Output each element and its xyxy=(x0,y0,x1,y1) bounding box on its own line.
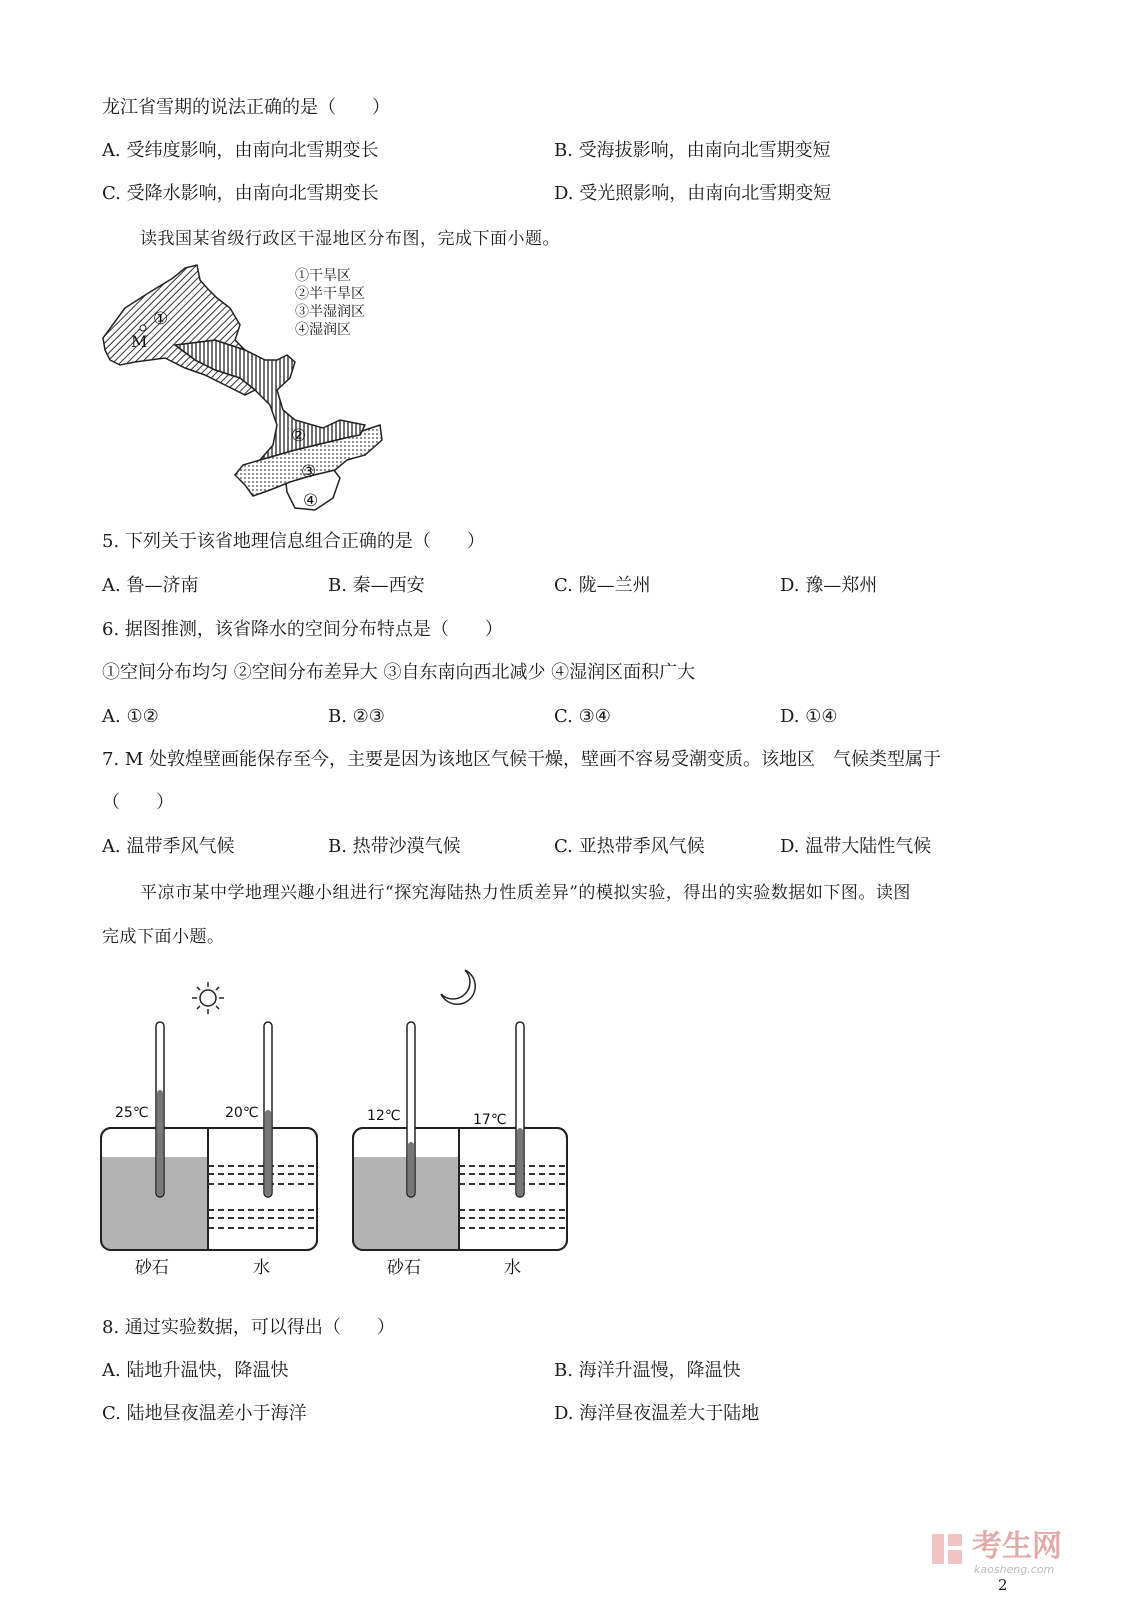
q6-option-d: D. ①④ xyxy=(780,706,838,727)
day-sand-temp: 25℃ xyxy=(115,1105,149,1121)
legend-3: ③半湿润区 xyxy=(295,304,365,320)
day-water-label: 水 xyxy=(253,1258,270,1278)
q8-option-d: D. 海洋昼夜温差大于陆地 xyxy=(554,1403,760,1424)
q5-option-a: A. 鲁—济南 xyxy=(102,575,199,596)
night-tanks xyxy=(353,1022,567,1278)
watermark-url: kaosheng.com xyxy=(974,1563,1055,1576)
q4-option-d: D. 受光照影响，由南向北雪期变短 xyxy=(554,183,832,204)
page-number: 2 xyxy=(998,1576,1008,1594)
q6-items: ①空间分布均匀 ②空间分布差异大 ③自东南向西北减少 ④湿润区面积广大 xyxy=(102,662,696,683)
q5-option-d: D. 豫—郑州 xyxy=(780,575,878,596)
moon-icon xyxy=(441,970,475,1004)
q7-stem: 7. M 处敦煌壁画能保存至今，主要是因为该地区气候干燥，壁画不容易受潮变质。该地区 气候类型属于 xyxy=(102,749,942,770)
q6-option-a: A. ①② xyxy=(102,706,159,727)
night-water-label: 水 xyxy=(504,1258,521,1278)
watermark-logo-icon xyxy=(930,1532,964,1566)
q4-option-b: B. 受海拔影响，由南向北雪期变短 xyxy=(554,140,831,161)
q7-paren: （ ） xyxy=(102,792,174,813)
zone-arid xyxy=(103,265,255,395)
day-tanks xyxy=(101,1022,317,1278)
point-m xyxy=(140,325,146,331)
map-intro: 读我国某省级行政区干湿地区分布图，完成下面小题。 xyxy=(140,229,560,249)
q8-option-b: B. 海洋升温慢，降温快 xyxy=(554,1360,741,1381)
watermark-brand: 考生网 xyxy=(972,1529,1062,1564)
day-water-temp: 20℃ xyxy=(225,1105,259,1121)
q6-option-c: C. ③④ xyxy=(554,706,611,727)
q7-option-c: C. 亚热带季风气候 xyxy=(554,836,705,857)
q8-stem: 8. 通过实验数据，可以得出（ ） xyxy=(102,1317,395,1338)
watermark xyxy=(930,1530,1100,1580)
q5-option-c: C. 陇—兰州 xyxy=(554,575,651,596)
legend-2: ②半干旱区 xyxy=(295,286,365,302)
experiment-intro-line2: 完成下面小题。 xyxy=(102,927,225,947)
q4-option-c: C. 受降水影响，由南向北雪期变长 xyxy=(102,183,379,204)
legend-4: ④湿润区 xyxy=(295,322,351,338)
q5-option-b: B. 秦—西安 xyxy=(328,575,425,596)
night-sand-label: 砂石 xyxy=(387,1258,421,1278)
q8-option-c: C. 陆地昼夜温差小于海洋 xyxy=(102,1403,307,1424)
q7-option-b: B. 热带沙漠气候 xyxy=(328,836,461,857)
experiment-intro-line1: 平凉市某中学地理兴趣小组进行“探究海陆热力性质差异”的模拟实验，得出的实验数据如下图。读图 xyxy=(140,883,911,903)
day-sand-label: 砂石 xyxy=(135,1258,169,1278)
night-water-temp: 17℃ xyxy=(473,1112,507,1128)
zone-label-3: ③ xyxy=(301,462,317,482)
q4-option-a: A. 受纬度影响，由南向北雪期变长 xyxy=(102,140,379,161)
zone-label-1: ① xyxy=(153,309,169,329)
sun-icon xyxy=(192,982,224,1014)
q5-stem: 5. 下列关于该省地理信息组合正确的是（ ） xyxy=(102,531,485,552)
q6-option-b: B. ②③ xyxy=(328,706,385,727)
q6-stem: 6. 据图推测，该省降水的空间分布特点是（ ） xyxy=(102,619,503,640)
night-sand-temp: 12℃ xyxy=(367,1108,401,1124)
q7-option-d: D. 温带大陆性气候 xyxy=(780,836,932,857)
zone-label-2: ② xyxy=(291,426,307,446)
zone-label-4: ④ xyxy=(303,491,319,511)
experiment-figure xyxy=(95,960,585,1285)
legend-1: ①干旱区 xyxy=(295,268,351,284)
q7-option-a: A. 温带季风气候 xyxy=(102,836,235,857)
label-m: M xyxy=(131,332,148,351)
q4-stem: 龙江省雪期的说法正确的是（ ） xyxy=(102,97,390,118)
q8-option-a: A. 陆地升温快，降温快 xyxy=(102,1360,289,1381)
province-map xyxy=(95,260,395,515)
